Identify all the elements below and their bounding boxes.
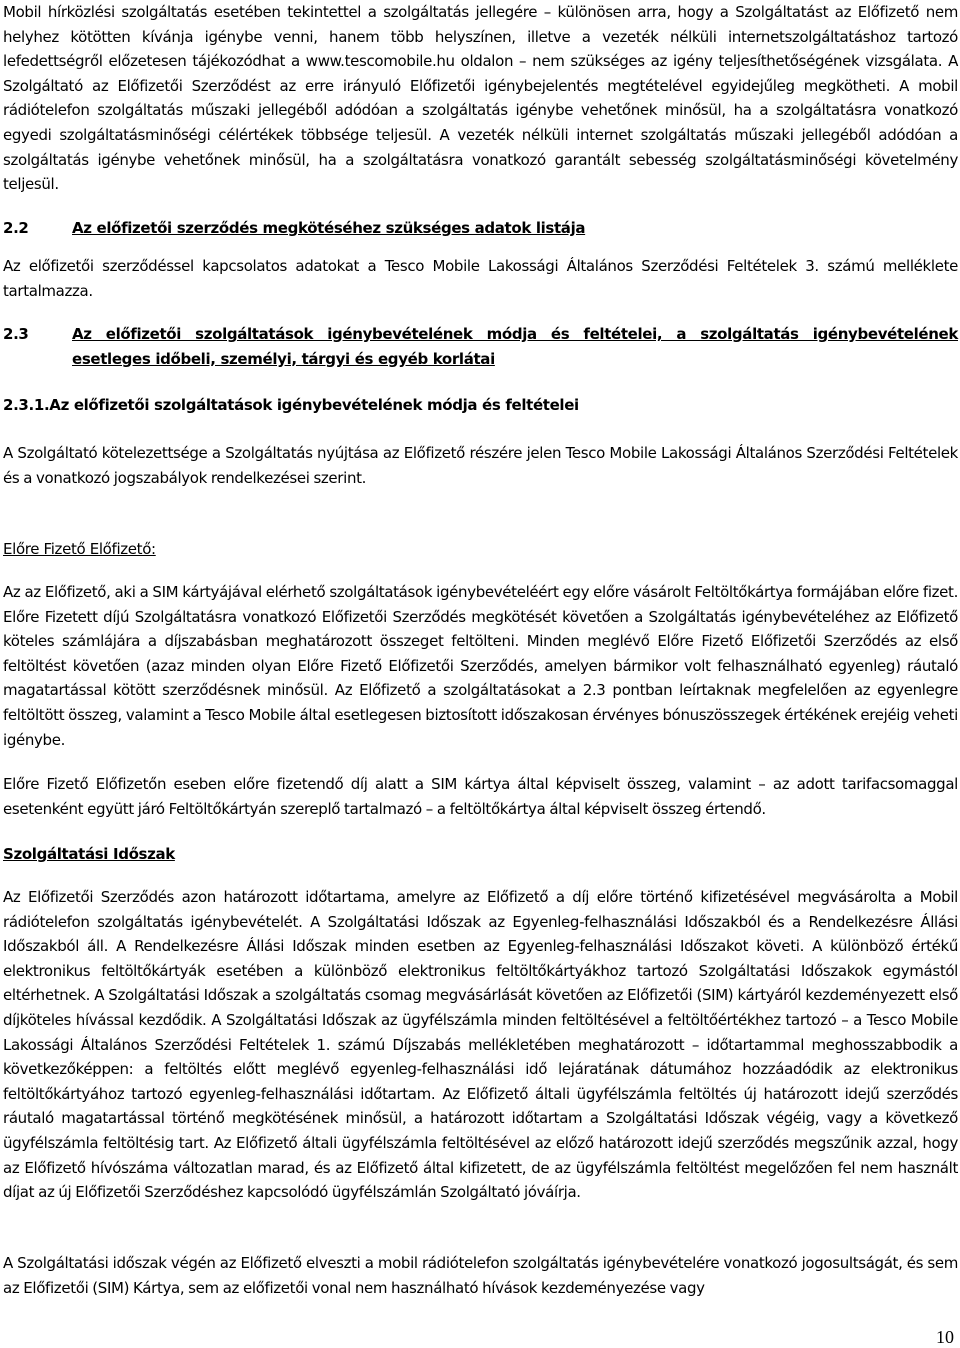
section-title: Az előfizetői szerződés megkötéséhez szükséges adatok listája [72, 219, 586, 237]
prepaid-fee-paragraph: Előre Fizető Előfizetőn eseben előre fizetendő díj alatt a SIM kártya által képviselt összeg, valamint – az adott tarifacsomaggal esetenként együtt járó Feltöltőkártyán szereplő tartalmazó – a feltöltőkártya által képviselt összeg értendő. [3, 775, 958, 818]
service-period-end-paragraph: A Szolgáltatási időszak végén az Előfizető elveszti a mobil rádiótelefon szolgáltatás igénybevételére vonatkozó jogosultságát, és sem az Előfizetői (SIM) Kártya, sem az előfizetői vonal nem használható hívások kezdeményezése vagy [3, 1254, 958, 1297]
section-number: 2.2 [3, 219, 29, 237]
obligation-paragraph: A Szolgáltató kötelezettsége a Szolgáltatás nyújtása az Előfizető részére jelen Tesco Mobile Lakossági Általános Szerződési Feltételek és a vonatkozó jogszabályok rendelkezései szerint. [3, 444, 958, 487]
subsection-heading-2-3-1: 2.3.1.Az előfizetői szolgáltatások igénybevételének módja és feltételei [3, 396, 579, 414]
service-period-paragraph: Az Előfizetői Szerződés azon határozott időtartama, amelyre az Előfizető a díj előre történő kifizetésével megvásárolta a Mobil rádiótelefon szolgáltatás igénybevételét. A Szolgáltatási Időszak az Egyenleg-felhasználási Időszakból és a Rendelkezésre Állási Időszakból áll. A Rendelkezésre Állási Időszak minden esetben az Egyenleg-felhasználási Időszakot követi. A különböző értékű elektronikus feltöltőkártyák esetében a különböző elektronikus feltöltőkártyákhoz tartozó Szolgáltatási Időszakok egymástól eltérhetnek. A Szolgáltatási Időszak a szolgáltatás csomag megvásárlását követően az Előfizetői (SIM) kártyáról kezdeményezett első díjköteles hívással kezdődik. A Szolgáltatási Időszak az ügyfélszámla minden feltöltésével a feltöltőértékhez tartozó – a Tesco Mobile Lakossági Általános Szerződési Feltételek 1. számú Díjszabás mellékletében meghatározott – időtartammal meghosszabbodik a következőképpen: a feltöltés előtt meglévő egyenleg-felhasználási idő lejáratának dátumához hozzáadódik az elektronikus feltöltőkártyához tartozó egyenleg-felhasználási időtartam. Az Előfizető általi ügyfélszámla feltöltés új határozott idejű szerződés ráutaló magatartással történő megkötésének minősül, a határozott időtartam a Szolgáltatási Időszak végéig, vagy a következő ügyfélszámla feltöltésig tart. Az Előfizető általi ügyfélszámla feltöltésével az előző határozott idejű szerződés megszűnik azzal, hogy az Előfizető hívószáma változatlan marad, és az Előfizető által kifizetett, de az ügyfélszámla feltöltést megelőzően fel nem használt díjat az új Előfizetői Szerződéshez kapcsolódó ügyfélszámlán Szolgáltató jóváírja. [3, 888, 958, 1202]
prepaid-subscriber-heading: Előre Fizető Előfizető: [3, 540, 156, 558]
intro-paragraph: Mobil hírközlési szolgáltatás esetében tekintettel a szolgáltatás jellegére – különösen arra, hogy a Szolgáltatást az Előfizető nem helyhez kötötten kívánja igénybe venni, hanem több helyszínen, illetve a vezeték nélküli internetszolgáltatáshoz tartozó lefedettségről előzetesen tájékozódhat a www.tescomobile.hu oldalon – nem szükséges az igény teljesíthetőségének vizsgálata. A Szolgáltató az Előfizetői Szerződést az erre irányuló Előfizetői igénybejelentés megtételével egyidejűleg megkötheti. A mobil rádiótelefon szolgáltatás műszaki jellegéből adódóan a szolgáltatás igénybe vehetőnek minősül, ha a szolgáltatásra vonatkozó egyedi szolgáltatásminőségi célértékek többsége teljesül. A vezeték nélküli internet szolgáltatás műszaki jellegéből adódóan a szolgáltatás igénybe vehetőnek minősül, ha a szolgáltatásra vonatkozó garantált sebesség szolgáltatásminőségi követelmény teljesül. [3, 3, 958, 194]
data-list-paragraph: Az előfizetői szerződéssel kapcsolatos adatokat a Tesco Mobile Lakossági Általános Szerződési Feltételek 3. számú melléklete tartalmazza. [3, 257, 958, 300]
section-number: 2.3 [3, 325, 29, 343]
service-period-heading: Szolgáltatási Időszak [3, 845, 175, 863]
section-title: Az előfizetői szolgáltatások igénybevételének módja és feltételei, a szolgáltatás igénybevételének esetleges időbeli, személyi, tárgyi és egyéb korlátai [72, 325, 958, 368]
section-heading-2-3 [3, 322, 958, 371]
page-number: 10 [936, 1327, 954, 1347]
section-heading-2-2 [3, 216, 958, 241]
prepaid-definition-paragraph: Az az Előfizető, aki a SIM kártyájával elérhető szolgáltatások igénybevételéért egy előre vásárolt Feltöltőkártya formájában előre fizet. Előre Fizetett díjú Szolgáltatásra vonatkozó Előfizetői Szerződés megkötését követően a Szolgáltatás igénybevételéhez az Előfizető köteles számlájára a díjszabásban meghatározott összeget feltölteni. Minden meglévő Előre Fizető Előfizetői Szerződés az első feltöltést követően (azaz minden olyan Előre Fizető Előfizetői Szerződés, amelyen bármikor volt felhasználható egyenleg) ráutaló magatartással kötött szerződésnek minősül. Az Előfizető a szolgáltatásokat a 2.3 pontban leírtaknak megfelelően az egyenlegre feltöltött összeg, valamint a Tesco Mobile által esetlegesen biztosított időszakosan érvényes bónuszösszegek értékének erejéig veheti igénybe. [3, 583, 958, 749]
